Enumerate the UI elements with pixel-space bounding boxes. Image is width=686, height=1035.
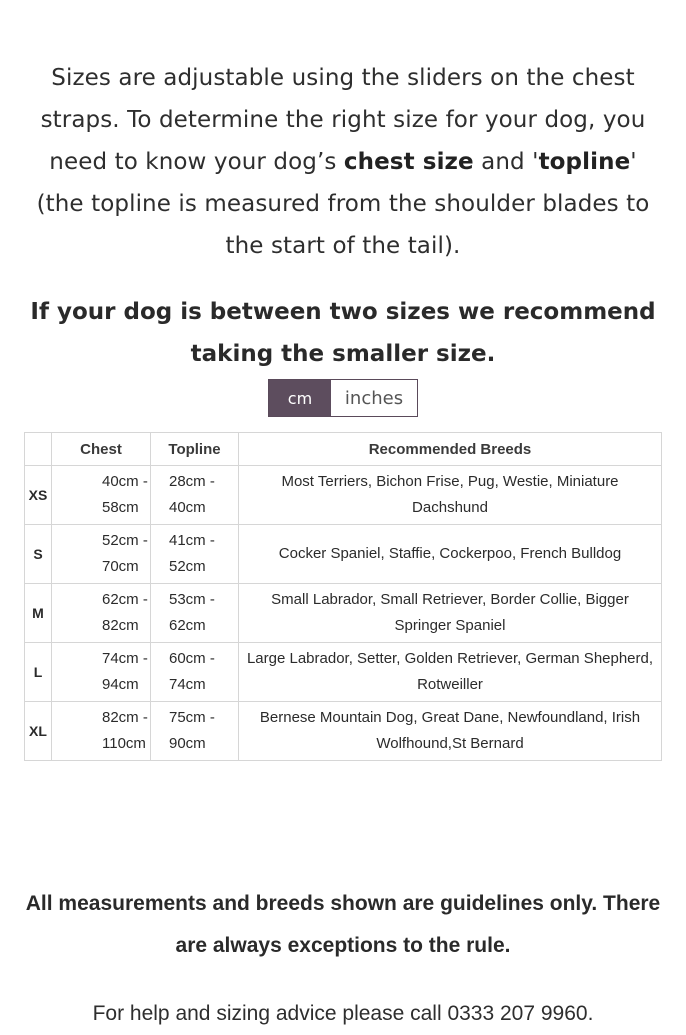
- size-recommendation: If your dog is between two sizes we recommend taking the smaller size.: [30, 299, 656, 367]
- table-header-row: [25, 433, 662, 466]
- topline-range: 41cm - 52cm: [151, 525, 239, 584]
- size-label: M: [25, 584, 52, 643]
- topline-range: 53cm - 62cm: [151, 584, 239, 643]
- table-row: [25, 702, 662, 761]
- chest-range: 52cm - 70cm: [52, 525, 151, 584]
- size-label: S: [25, 525, 52, 584]
- chest-range: 40cm - 58cm: [52, 466, 151, 525]
- chest-range: 62cm - 82cm: [52, 584, 151, 643]
- recommended-breeds: Cocker Spaniel, Staffie, Cockerpoo, French Bulldog: [239, 525, 662, 584]
- topline-range: 28cm - 40cm: [151, 466, 239, 525]
- intro-text-2: and ': [473, 149, 539, 175]
- size-label: XS: [25, 466, 52, 525]
- recommended-breeds: Bernese Mountain Dog, Great Dane, Newfoundland, Irish Wolfhound,St Bernard: [239, 702, 662, 761]
- topline-range: 75cm - 90cm: [151, 702, 239, 761]
- table-row: [25, 466, 662, 525]
- recommended-breeds: Most Terriers, Bichon Frise, Pug, Westie, Miniature Dachshund: [239, 466, 662, 525]
- help-contact-text: For help and sizing advice please call 0333 207 9960.: [92, 1002, 594, 1025]
- topline-range: 60cm - 74cm: [151, 643, 239, 702]
- recommended-breeds: Large Labrador, Setter, Golden Retriever, German Shepherd, Rotweiller: [239, 643, 662, 702]
- guidelines-disclaimer: All measurements and breeds shown are guidelines only. There are always exceptions to the rule.: [25, 892, 661, 957]
- size-label: XL: [25, 702, 52, 761]
- unit-toggle: [268, 379, 418, 417]
- intro-text-1: Sizes are adjustable using the sliders on the chest straps. To determine the right size for your dog, you need to know your dog’s: [40, 65, 646, 175]
- chest-column-header: Chest: [52, 433, 151, 466]
- recommended-breeds: Small Labrador, Small Retriever, Border Collie, Bigger Springer Spaniel: [239, 584, 662, 643]
- sizing-intro-paragraph: [24, 57, 662, 267]
- size-column-header: [25, 433, 52, 466]
- topline-column-header: Topline: [151, 433, 239, 466]
- intro-text-3: ' (the topline is measured from the shoulder blades to the start of the tail).: [36, 149, 650, 259]
- table-row: [25, 584, 662, 643]
- topline-emphasis: topline: [538, 149, 631, 175]
- unit-option-inches[interactable]: inches: [331, 380, 417, 416]
- size-label: L: [25, 643, 52, 702]
- chest-range: 82cm - 110cm: [52, 702, 151, 761]
- unit-option-cm[interactable]: cm: [269, 380, 331, 416]
- table-row: [25, 643, 662, 702]
- chest-range: 74cm - 94cm: [52, 643, 151, 702]
- breeds-column-header: Recommended Breeds: [239, 433, 662, 466]
- table-row: [25, 525, 662, 584]
- chest-size-emphasis: chest size: [343, 149, 474, 175]
- size-chart-table: [24, 432, 662, 761]
